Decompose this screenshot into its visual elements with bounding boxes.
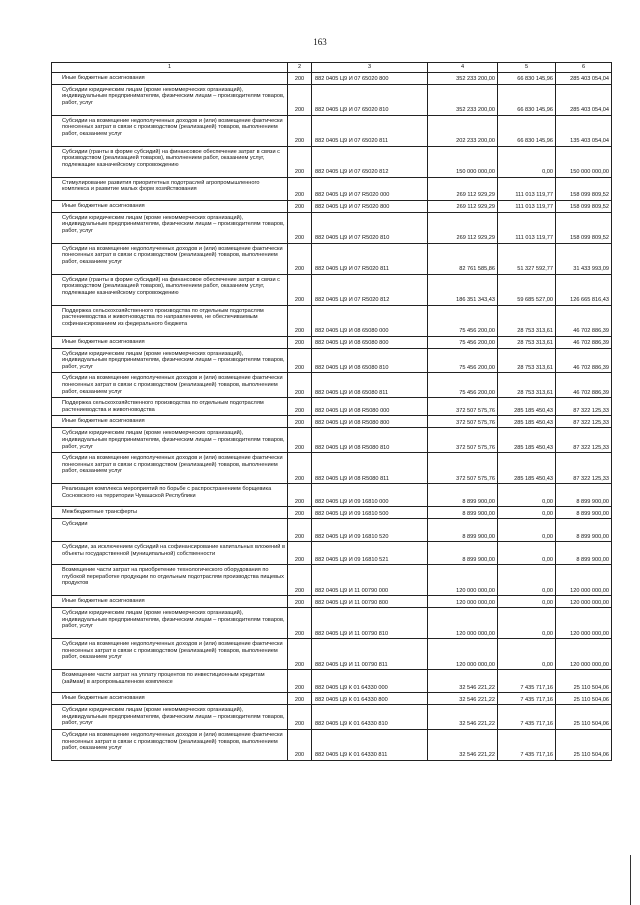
row-col2: 200 (288, 212, 312, 243)
row-description: Межбюджетные трансферты (52, 507, 288, 519)
row-description: Субсидии юридическим лицам (кроме некоммерческих организаций), индивидуальным предпринимателям, физическим лицам – производителям товаров, работ, услуг (52, 84, 288, 115)
row-value-4: 8 899 900,00 (428, 484, 498, 507)
header-cell: 4 (428, 63, 498, 73)
table-row (52, 398, 612, 416)
row-description: Субсидии (гранты в форме субсидий) на финансовое обеспечение затрат в связи с производством (реализацией товаров), выполнением работ, оказанием услуг, подлежащие казначейскому сопровождению (52, 274, 288, 305)
row-value-4: 372 507 575,76 (428, 416, 498, 428)
row-description: Субсидии на возмещение недополученных доходов и (или) возмещение фактически понесенных затрат в связи с производством (реализацией) товаров, выполнением работ, оказанием услуг (52, 639, 288, 670)
row-col2: 200 (288, 243, 312, 274)
row-value-4: 75 456 200,00 (428, 305, 498, 336)
row-value-6: 31 433 993,09 (556, 243, 612, 274)
page-number: 163 (313, 37, 327, 47)
row-col2: 200 (288, 115, 312, 146)
row-description: Субсидии, за исключением субсидий на софинансирование капитальных вложений в объекты государственной (муниципальной) собственности (52, 542, 288, 565)
table-row (52, 416, 612, 428)
row-code: 882 0405 Ц9 И 09 16810 521 (312, 542, 428, 565)
row-code: 882 0405 Ц9 И 09 16810 520 (312, 519, 428, 542)
row-value-6: 87 322 125,33 (556, 428, 612, 453)
row-value-6: 8 899 900,00 (556, 519, 612, 542)
row-value-4: 32 546 221,22 (428, 670, 498, 693)
row-value-4: 372 507 575,76 (428, 453, 498, 484)
table-row (52, 274, 612, 305)
row-value-5: 0,00 (498, 484, 556, 507)
row-col2: 200 (288, 729, 312, 760)
row-value-6: 158 099 809,52 (556, 177, 612, 200)
row-value-6: 120 000 000,00 (556, 565, 612, 596)
header-cell: 6 (556, 63, 612, 73)
row-col2: 200 (288, 705, 312, 730)
row-value-5: 111 013 119,77 (498, 212, 556, 243)
row-value-4: 202 233 200,00 (428, 115, 498, 146)
row-value-6: 8 899 900,00 (556, 484, 612, 507)
table-row (52, 705, 612, 730)
row-col2: 200 (288, 596, 312, 608)
row-value-5: 111 013 119,77 (498, 177, 556, 200)
row-col2: 200 (288, 507, 312, 519)
table-row (52, 639, 612, 670)
row-description: Субсидии юридическим лицам (кроме некоммерческих организаций), индивидуальным предпринимателям, физическим лицам – производителям товаров, работ, услуг (52, 212, 288, 243)
row-col2: 200 (288, 693, 312, 705)
row-value-5: 0,00 (498, 596, 556, 608)
table-row (52, 596, 612, 608)
row-value-6: 150 000 000,00 (556, 146, 612, 177)
row-code: 882 0405 Ц9 И 08 65080 000 (312, 305, 428, 336)
table-row (52, 729, 612, 760)
row-value-6: 87 322 125,33 (556, 453, 612, 484)
row-value-5: 0,00 (498, 519, 556, 542)
table-row (52, 243, 612, 274)
row-value-4: 269 112 929,29 (428, 200, 498, 212)
row-description: Возмещение части затрат на приобретение технологического оборудования по глубокой переработке продукции по отдельным подотраслям производства пищевых продуктов (52, 565, 288, 596)
row-value-5: 28 753 313,61 (498, 373, 556, 398)
row-description: Субсидии на возмещение недополученных доходов и (или) возмещение фактически понесенных затрат в связи с производством (реализацией) товаров, выполнением работ, оказанием услуг (52, 243, 288, 274)
row-value-5: 7 435 717,16 (498, 693, 556, 705)
table-row (52, 177, 612, 200)
row-col2: 200 (288, 519, 312, 542)
row-description: Поддержка сельскохозяйственного производства по отдельным подотраслям растениеводства и животноводства по направлениям, не обеспечиваемым софинансированием из федерального бюджета (52, 305, 288, 336)
row-col2: 200 (288, 484, 312, 507)
row-code: 882 0405 Ц9 И 07 65020 800 (312, 72, 428, 84)
row-description: Реализация комплекса мероприятий по борьбе с распространением борщевика Сосновского на территории Чувашской Республики (52, 484, 288, 507)
row-value-4: 372 507 575,76 (428, 398, 498, 416)
row-value-5: 285 185 450,43 (498, 398, 556, 416)
row-code: 882 0405 Ц9 И 11 00790 810 (312, 608, 428, 639)
header-cell: 2 (288, 63, 312, 73)
row-code: 882 0405 Ц9 И 08 65080 810 (312, 348, 428, 373)
table-row (52, 200, 612, 212)
row-description: Субсидии юридическим лицам (кроме некоммерческих организаций), индивидуальным предпринимателям, физическим лицам – производителям товаров, работ, услуг (52, 348, 288, 373)
row-value-6: 25 110 504,06 (556, 705, 612, 730)
row-description: Субсидии на возмещение недополученных доходов и (или) возмещение фактически понесенных затрат в связи с производством (реализацией) товаров, выполнением работ, оказанием услуг (52, 115, 288, 146)
table-row (52, 608, 612, 639)
row-code: 882 0405 Ц9 И 11 00790 811 (312, 639, 428, 670)
row-code: 882 0405 Ц9 К 01 64330 810 (312, 705, 428, 730)
row-value-5: 7 435 717,16 (498, 705, 556, 730)
row-code: 882 0405 Ц9 И 07 65020 810 (312, 84, 428, 115)
table-row (52, 428, 612, 453)
row-value-5: 0,00 (498, 565, 556, 596)
table-row (52, 565, 612, 596)
table-row (52, 212, 612, 243)
row-value-5: 111 013 119,77 (498, 200, 556, 212)
row-value-6: 158 099 809,52 (556, 200, 612, 212)
row-value-5: 0,00 (498, 639, 556, 670)
row-description: Иные бюджетные ассигнования (52, 200, 288, 212)
row-code: 882 0405 Ц9 И 08 R5080 811 (312, 453, 428, 484)
row-value-4: 32 546 221,22 (428, 729, 498, 760)
row-col2: 200 (288, 177, 312, 200)
row-value-5: 0,00 (498, 507, 556, 519)
row-col2: 200 (288, 416, 312, 428)
row-code: 882 0405 Ц9 И 07 R5020 000 (312, 177, 428, 200)
row-value-6: 120 000 000,00 (556, 596, 612, 608)
row-value-6: 87 322 125,33 (556, 398, 612, 416)
row-value-5: 0,00 (498, 146, 556, 177)
row-description: Возмещение части затрат на уплату процентов по инвестиционным кредитам (займам) в агропромышленном комплексе (52, 670, 288, 693)
row-code: 882 0405 Ц9 К 01 64330 800 (312, 693, 428, 705)
row-col2: 200 (288, 348, 312, 373)
row-value-6: 46 702 886,39 (556, 336, 612, 348)
row-code: 882 0405 Ц9 И 07 R5020 812 (312, 274, 428, 305)
row-col2: 200 (288, 639, 312, 670)
row-code: 882 0405 Ц9 И 08 65080 811 (312, 373, 428, 398)
row-value-5: 0,00 (498, 542, 556, 565)
row-value-5: 7 435 717,16 (498, 729, 556, 760)
row-col2: 200 (288, 453, 312, 484)
row-col2: 200 (288, 428, 312, 453)
row-value-4: 32 546 221,22 (428, 693, 498, 705)
header-cell: 5 (498, 63, 556, 73)
row-value-4: 269 112 929,29 (428, 212, 498, 243)
row-col2: 200 (288, 305, 312, 336)
row-value-4: 75 456 200,00 (428, 348, 498, 373)
row-value-6: 25 110 504,06 (556, 670, 612, 693)
row-col2: 200 (288, 274, 312, 305)
table-row (52, 72, 612, 84)
header-cell: 3 (312, 63, 428, 73)
row-code: 882 0405 Ц9 И 08 65080 800 (312, 336, 428, 348)
header-cell: 1 (52, 63, 288, 73)
row-value-4: 352 233 200,00 (428, 84, 498, 115)
table-row (52, 519, 612, 542)
table-row (52, 146, 612, 177)
row-value-4: 269 112 929,29 (428, 177, 498, 200)
row-code: 882 0405 Ц9 К 01 64330 811 (312, 729, 428, 760)
row-value-5: 0,00 (498, 608, 556, 639)
row-value-4: 186 351 343,43 (428, 274, 498, 305)
row-col2: 200 (288, 336, 312, 348)
table-row (52, 693, 612, 705)
row-col2: 200 (288, 398, 312, 416)
row-value-6: 120 000 000,00 (556, 608, 612, 639)
row-value-6: 285 403 054,04 (556, 84, 612, 115)
row-col2: 200 (288, 146, 312, 177)
table-row (52, 670, 612, 693)
row-value-4: 120 000 000,00 (428, 596, 498, 608)
row-value-6: 8 899 900,00 (556, 542, 612, 565)
row-description: Иные бюджетные ассигнования (52, 596, 288, 608)
row-value-6: 285 403 054,04 (556, 72, 612, 84)
row-description: Иные бюджетные ассигнования (52, 336, 288, 348)
row-value-5: 285 185 450,43 (498, 416, 556, 428)
row-value-4: 120 000 000,00 (428, 608, 498, 639)
row-description: Субсидии (52, 519, 288, 542)
row-value-5: 51 327 592,77 (498, 243, 556, 274)
row-value-5: 66 830 145,96 (498, 115, 556, 146)
row-code: 882 0405 Ц9 И 09 16810 000 (312, 484, 428, 507)
row-code: 882 0405 Ц9 И 08 R5080 810 (312, 428, 428, 453)
table-row (52, 84, 612, 115)
table-row (52, 305, 612, 336)
row-code: 882 0405 Ц9 И 09 16810 500 (312, 507, 428, 519)
row-code: 882 0405 Ц9 И 08 R5080 800 (312, 416, 428, 428)
row-code: 882 0405 Ц9 И 07 R5020 800 (312, 200, 428, 212)
row-value-6: 46 702 886,39 (556, 373, 612, 398)
row-description: Иные бюджетные ассигнования (52, 72, 288, 84)
row-value-5: 28 753 313,61 (498, 348, 556, 373)
row-value-6: 135 403 054,04 (556, 115, 612, 146)
row-col2: 200 (288, 542, 312, 565)
row-description: Иные бюджетные ассигнования (52, 416, 288, 428)
table-row (52, 373, 612, 398)
budget-table (51, 62, 612, 761)
row-value-4: 75 456 200,00 (428, 336, 498, 348)
row-value-4: 120 000 000,00 (428, 565, 498, 596)
row-description: Субсидии юридическим лицам (кроме некоммерческих организаций), индивидуальным предпринимателям, физическим лицам – производителям товаров, работ, услуг (52, 705, 288, 730)
row-description: Субсидии на возмещение недополученных доходов и (или) возмещение фактически понесенных затрат в связи с производством (реализацией) товаров, выполнением работ, оказанием услуг (52, 373, 288, 398)
row-value-6: 46 702 886,39 (556, 305, 612, 336)
row-code: 882 0405 Ц9 И 07 65020 812 (312, 146, 428, 177)
row-value-4: 8 899 900,00 (428, 507, 498, 519)
row-value-5: 28 753 313,61 (498, 305, 556, 336)
row-description: Субсидии юридическим лицам (кроме некоммерческих организаций), индивидуальным предпринимателям, физическим лицам – производителям товаров, работ, услуг (52, 428, 288, 453)
table-row (52, 348, 612, 373)
row-code: 882 0405 Ц9 И 11 00790 000 (312, 565, 428, 596)
row-description: Субсидии на возмещение недополученных доходов и (или) возмещение фактически понесенных затрат в связи с производством (реализацией) товаров, выполнением работ, оказанием услуг (52, 453, 288, 484)
row-value-5: 285 185 450,43 (498, 428, 556, 453)
row-col2: 200 (288, 565, 312, 596)
row-value-6: 25 110 504,06 (556, 729, 612, 760)
row-value-5: 59 685 527,00 (498, 274, 556, 305)
row-value-6: 158 099 809,52 (556, 212, 612, 243)
row-code: 882 0405 Ц9 К 01 64330 000 (312, 670, 428, 693)
row-value-4: 75 456 200,00 (428, 373, 498, 398)
margin-line (630, 855, 631, 905)
row-value-6: 46 702 886,39 (556, 348, 612, 373)
row-code: 882 0405 Ц9 И 08 R5080 000 (312, 398, 428, 416)
row-value-6: 25 110 504,06 (556, 693, 612, 705)
row-value-4: 150 000 000,00 (428, 146, 498, 177)
row-value-5: 285 185 450,43 (498, 453, 556, 484)
row-col2: 200 (288, 84, 312, 115)
row-description: Поддержка сельскохозяйственного производства по отдельным подотраслям растениеводства и животноводства (52, 398, 288, 416)
row-value-4: 8 899 900,00 (428, 542, 498, 565)
row-value-6: 126 665 816,43 (556, 274, 612, 305)
row-value-5: 66 830 145,96 (498, 84, 556, 115)
row-value-4: 120 000 000,00 (428, 639, 498, 670)
row-value-6: 8 899 900,00 (556, 507, 612, 519)
row-col2: 200 (288, 72, 312, 84)
row-code: 882 0405 Ц9 И 11 00790 800 (312, 596, 428, 608)
table-row (52, 542, 612, 565)
row-value-5: 7 435 717,16 (498, 670, 556, 693)
row-value-4: 32 546 221,22 (428, 705, 498, 730)
row-value-5: 28 753 313,61 (498, 336, 556, 348)
row-value-5: 66 830 145,96 (498, 72, 556, 84)
table-row (52, 336, 612, 348)
row-value-6: 120 000 000,00 (556, 639, 612, 670)
row-code: 882 0405 Ц9 И 07 R5020 810 (312, 212, 428, 243)
row-value-4: 372 507 575,76 (428, 428, 498, 453)
row-value-6: 87 322 125,33 (556, 416, 612, 428)
row-value-4: 352 233 200,00 (428, 72, 498, 84)
row-description: Стимулирование развития приоритетных подотраслей агропромышленного комплекса и развитие малых форм хозяйствования (52, 177, 288, 200)
row-code: 882 0405 Ц9 И 07 65020 811 (312, 115, 428, 146)
row-description: Субсидии на возмещение недополученных доходов и (или) возмещение фактически понесенных затрат в связи с производством (реализацией) товаров, выполнением работ, оказанием услуг (52, 729, 288, 760)
table-row (52, 115, 612, 146)
row-description: Субсидии (гранты в форме субсидий) на финансовое обеспечение затрат в связи с производством (реализацией товаров), выполнением работ, оказанием услуг, подлежащие казначейскому сопровождению (52, 146, 288, 177)
table-row (52, 507, 612, 519)
row-col2: 200 (288, 670, 312, 693)
table-row (52, 484, 612, 507)
row-col2: 200 (288, 373, 312, 398)
row-description: Субсидии юридическим лицам (кроме некоммерческих организаций), индивидуальным предпринимателям, физическим лицам – производителям товаров, работ, услуг (52, 608, 288, 639)
table-row (52, 453, 612, 484)
row-value-4: 82 761 585,86 (428, 243, 498, 274)
row-value-4: 8 899 900,00 (428, 519, 498, 542)
row-description: Иные бюджетные ассигнования (52, 693, 288, 705)
row-code: 882 0405 Ц9 И 07 R5020 811 (312, 243, 428, 274)
table-header-row (52, 63, 612, 73)
row-col2: 200 (288, 608, 312, 639)
row-col2: 200 (288, 200, 312, 212)
